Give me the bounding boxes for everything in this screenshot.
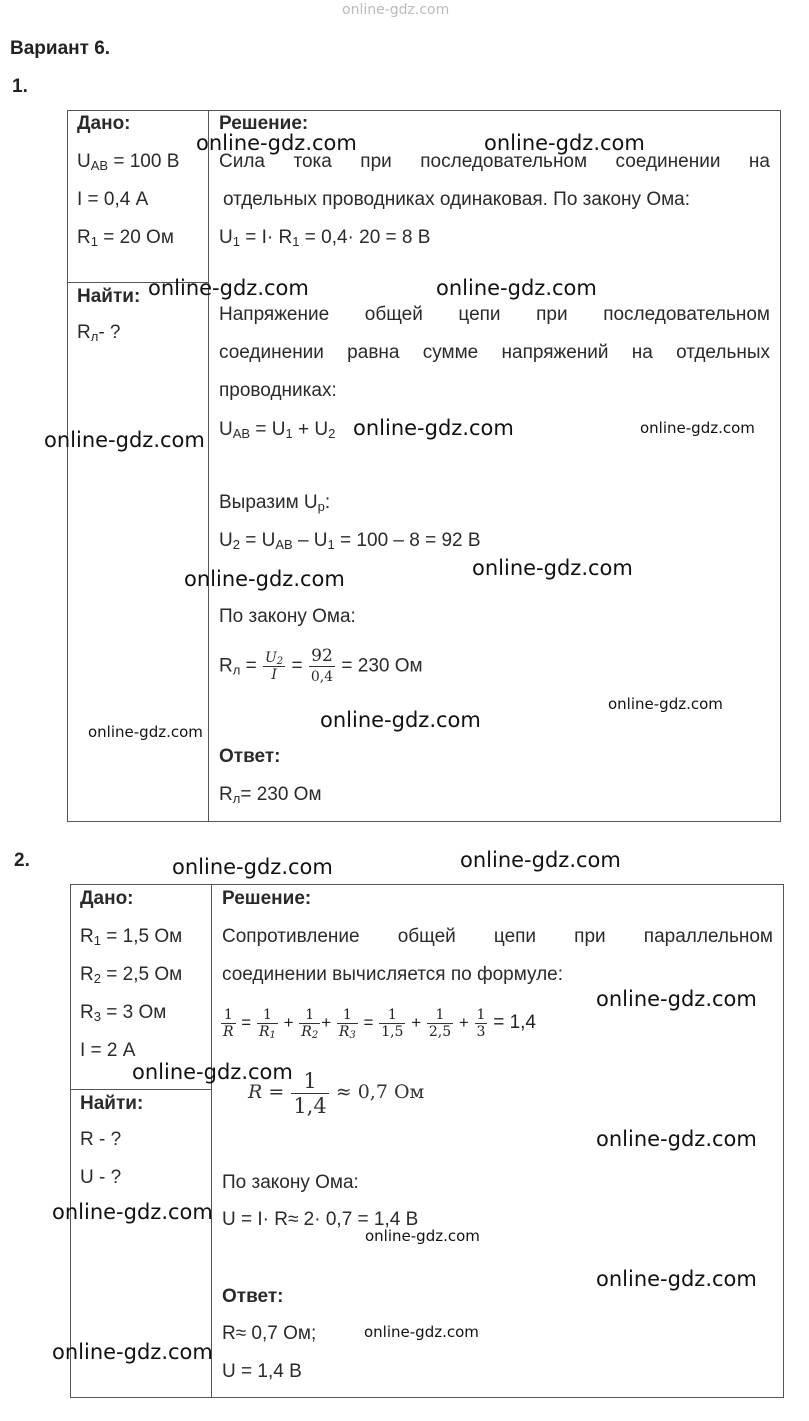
watermark: online-gdz.com	[472, 556, 633, 580]
task2-p1-line1: Сопротивление общей цепи при параллельном	[222, 926, 773, 947]
watermark: online-gdz.com	[365, 1227, 480, 1245]
task2-answer-u: U = 1,4 В	[222, 1361, 302, 1382]
watermark: online-gdz.com	[484, 131, 645, 155]
watermark: online-gdz.com	[596, 1127, 757, 1151]
task1-p1-line1: Сила тока при последовательном соединении на	[219, 151, 770, 172]
task2-u-calc: U = I· R≈ 2· 0,7 = 1,4 В	[222, 1209, 419, 1230]
task2-given-r1: $R_1 = 1,5$ Ом	[80, 926, 183, 948]
task1-p1-line2: отдельных проводниках одинаковая. По закону Ома:	[223, 189, 691, 210]
task1-p2-line2: соединении равна сумме напряжений на отдельных	[219, 342, 770, 363]
task1-given-u: $U_{AB} = 100$ В	[77, 151, 180, 173]
task2-solution-title: Решение:	[222, 888, 312, 909]
task1-eq4: $R_л$ = $\frac{U_2}{I}$ = $\frac{92}{0,4}$ = 230 Ом	[219, 646, 423, 685]
task1-number: 1.	[12, 76, 28, 97]
task2-find-r: R - ?	[80, 1129, 122, 1150]
watermark: online-gdz.com	[596, 1267, 757, 1291]
watermark: online-gdz.com	[172, 855, 333, 879]
task1-express: Выразим $U_р$:	[219, 492, 331, 514]
task2-p1-line2: соединении вычисляется по формуле:	[222, 964, 564, 985]
task1-solution-title: Решение:	[219, 113, 309, 134]
task2-given-r2: $R_2 = 2,5$ Ом	[80, 964, 183, 986]
site-header: online-gdz.com	[342, 2, 450, 18]
task2-r-calc: R = $\frac{1}{1,4}$ ≈ 0,7 Ом	[248, 1068, 425, 1118]
task1-eq1: $U_1 = I\cdot R_1 = 0,4\cdot 20 = 8$ В	[219, 227, 431, 249]
task2-formula: $\frac{1}{R}$ = $\frac{1}{R_1}$ + $\frac{1}{R_2}$ + $\frac{1}{R_3}$ = $\frac{1}{1,5}$ + $\frac{1}{2,5}$ + $\frac{1}{3}$ = 1,4	[223, 1007, 536, 1042]
watermark: online-gdz.com	[132, 1060, 293, 1084]
task2-ohm-law: По закону Ома:	[222, 1172, 359, 1193]
variant-title: Вариант 6.	[10, 38, 111, 59]
task1-given-title: Дано:	[77, 113, 131, 134]
task1-find-r: $R_л-$ ?	[77, 322, 121, 344]
task1-eq2: $U_{AB} = U_1 + U_2$	[219, 419, 336, 441]
watermark: online-gdz.com	[44, 428, 205, 452]
task1-find-title: Найти:	[77, 286, 141, 307]
task1-answer: $R_л= 230$ Ом	[219, 784, 322, 806]
watermark: online-gdz.com	[640, 419, 755, 437]
watermark: online-gdz.com	[52, 1340, 213, 1364]
task1-eq3: $U_2 = U_{AB} - U_1 = 100 - 8 = 92$ В	[219, 530, 481, 552]
watermark: online-gdz.com	[148, 276, 309, 300]
watermark: online-gdz.com	[88, 723, 203, 741]
watermark: online-gdz.com	[460, 848, 621, 872]
task1-ohm-law: По закону Ома:	[219, 606, 356, 627]
task2-answer-title: Ответ:	[222, 1286, 284, 1307]
watermark: online-gdz.com	[596, 987, 757, 1011]
watermark: online-gdz.com	[196, 131, 357, 155]
task1-p2-line3: проводниках:	[219, 380, 337, 401]
task1-p2-line1: Напряжение общей цепи при последовательном	[219, 304, 770, 325]
task1-answer-title: Ответ:	[219, 746, 281, 767]
task1-given-i: I = 0,4 А	[77, 189, 149, 210]
task2-given-r3: $R_3 = 3$ Ом	[80, 1002, 167, 1024]
watermark: online-gdz.com	[353, 416, 514, 440]
watermark: online-gdz.com	[52, 1200, 213, 1224]
task2-given-i: I = 2 А	[80, 1040, 136, 1061]
task2-answer-r: R≈ 0,7 Ом;	[222, 1323, 317, 1344]
task2-find-u: U - ?	[80, 1167, 122, 1188]
watermark: online-gdz.com	[320, 708, 481, 732]
task2-given-title: Дано:	[80, 888, 134, 909]
task2-find-title: Найти:	[80, 1093, 144, 1114]
task1-given-r: $R_1 = 20$ Ом	[77, 227, 174, 249]
watermark: online-gdz.com	[184, 567, 345, 591]
watermark: online-gdz.com	[436, 276, 597, 300]
watermark: online-gdz.com	[364, 1323, 479, 1341]
task2-number: 2.	[14, 850, 30, 871]
watermark: online-gdz.com	[608, 695, 723, 713]
